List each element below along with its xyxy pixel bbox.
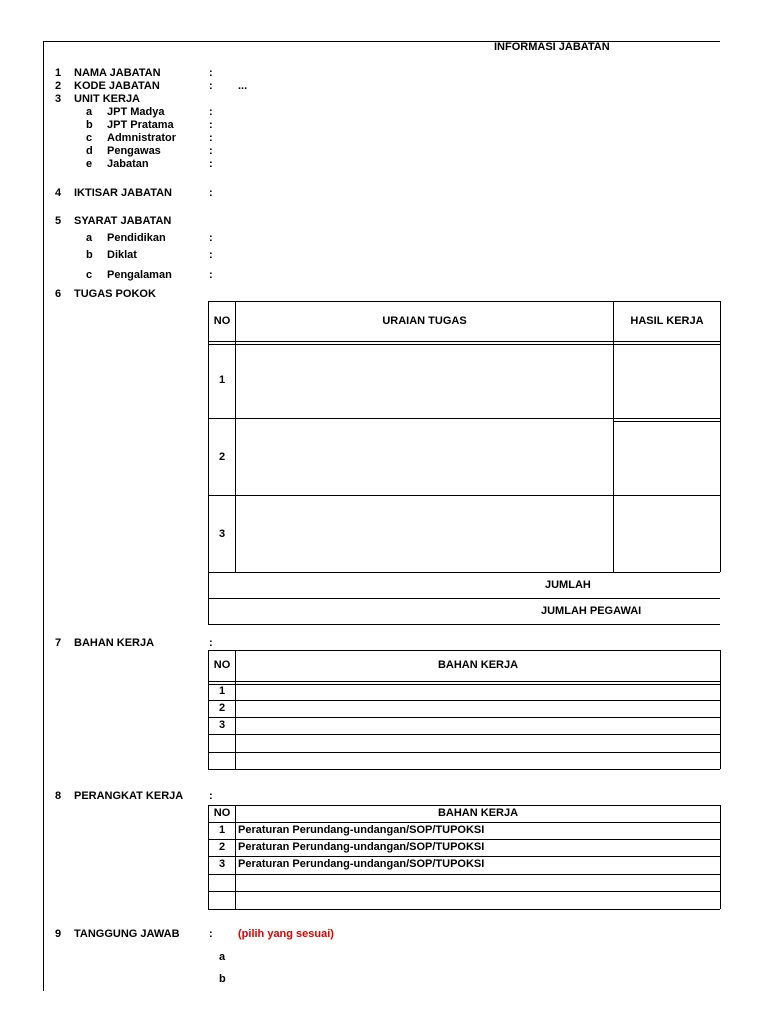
sub-letter: d xyxy=(86,145,93,157)
colon: : xyxy=(209,67,213,79)
table-border xyxy=(208,301,720,302)
field-label-kode-jabatan: KODE JABATAN xyxy=(74,80,160,92)
colon: : xyxy=(209,928,213,940)
field-label-bahan-kerja: BAHAN KERJA xyxy=(74,637,155,649)
sub-label-diklat: Diklat xyxy=(107,249,137,261)
sub-label-pendidikan: Pendidikan xyxy=(107,232,166,244)
table-border xyxy=(208,769,720,770)
field-label-tugas-pokok: TUGAS POKOK xyxy=(74,288,156,300)
jumlah-label: JUMLAH xyxy=(545,579,591,591)
table-border xyxy=(208,822,720,823)
field-label-nama-jabatan: NAMA JABATAN xyxy=(74,67,161,79)
table-border xyxy=(208,341,720,342)
table-border xyxy=(235,805,236,909)
field-num-8: 8 xyxy=(55,790,62,802)
table-border xyxy=(208,684,720,685)
table-row-no: 2 xyxy=(218,702,226,714)
table-row-no: 3 xyxy=(218,719,226,731)
table-border xyxy=(208,624,720,625)
table-row-no: 2 xyxy=(218,451,226,463)
colon: : xyxy=(209,232,213,244)
table-border xyxy=(720,805,721,909)
field-num-9: 9 xyxy=(55,928,62,940)
table-row-no: 3 xyxy=(218,858,226,870)
colon: : xyxy=(209,132,213,144)
col-header-no: NO xyxy=(213,315,231,327)
sub-label-administrator: Admnistrator xyxy=(107,132,177,144)
table-border xyxy=(208,418,720,419)
field-label-tanggung-jawab: TANGGUNG JAWAB xyxy=(74,928,180,940)
table-border xyxy=(208,891,720,892)
col-header-hasil-kerja: HASIL KERJA xyxy=(630,315,704,327)
table-row-text: Peraturan Perundang-undangan/SOP/TUPOKSI xyxy=(238,841,485,853)
sub-letter: c xyxy=(86,132,93,144)
colon: : xyxy=(209,187,213,199)
sub-letter: e xyxy=(86,158,93,170)
colon: : xyxy=(209,80,213,92)
table-row-text: Peraturan Perundang-undangan/SOP/TUPOKSI xyxy=(238,824,485,836)
table-row-no: 1 xyxy=(218,374,226,386)
table-row-no: 1 xyxy=(218,824,226,836)
table-border xyxy=(208,681,720,682)
field-num-7: 7 xyxy=(55,637,62,649)
table-border xyxy=(208,495,720,496)
sub-letter: b xyxy=(219,973,226,985)
table-border xyxy=(208,752,720,753)
colon: : xyxy=(209,145,213,157)
table-border xyxy=(208,598,720,599)
sub-letter: b xyxy=(86,119,93,131)
col-header-bahan-kerja: BAHAN KERJA xyxy=(437,807,519,819)
table-border xyxy=(720,650,721,769)
table-border xyxy=(613,301,614,572)
table-border xyxy=(208,572,720,573)
frame-top-border xyxy=(43,41,720,42)
sub-letter: c xyxy=(86,269,93,281)
field-num-6: 6 xyxy=(55,288,62,300)
colon: : xyxy=(209,119,213,131)
table-row-no: 3 xyxy=(218,528,226,540)
sub-label-pengalaman: Pengalaman xyxy=(107,269,172,281)
table-border xyxy=(208,700,720,701)
table-border xyxy=(720,301,721,572)
field-label-perangkat-kerja: PERANGKAT KERJA xyxy=(74,790,184,802)
table-row-no: 2 xyxy=(218,841,226,853)
sub-letter: a xyxy=(219,951,226,963)
colon: : xyxy=(209,249,213,261)
sub-label-jabatan: Jabatan xyxy=(107,158,149,170)
col-header-no: NO xyxy=(213,807,231,819)
table-border xyxy=(208,856,720,857)
field-label-iktisar: IKTISAR JABATAN xyxy=(74,187,172,199)
field-label-syarat: SYARAT JABATAN xyxy=(74,215,172,227)
colon: : xyxy=(209,158,213,170)
col-header-bahan-kerja: BAHAN KERJA xyxy=(437,659,519,671)
table-row-no: 1 xyxy=(218,685,226,697)
frame-left-border xyxy=(43,41,44,991)
colon: : xyxy=(209,637,213,649)
colon: : xyxy=(209,269,213,281)
table-border xyxy=(208,805,720,806)
sub-letter: a xyxy=(86,106,93,118)
note-pilih-yang-sesuai: (pilih yang sesuai) xyxy=(238,928,334,940)
table-border xyxy=(208,839,720,840)
sub-label-jpt-madya: JPT Madya xyxy=(107,106,165,118)
table-border xyxy=(208,650,720,651)
jumlah-pegawai-label: JUMLAH PEGAWAI xyxy=(541,605,642,617)
colon: : xyxy=(209,790,213,802)
field-num-1: 1 xyxy=(55,67,62,79)
field-num-5: 5 xyxy=(55,215,62,227)
table-row-text: Peraturan Perundang-undangan/SOP/TUPOKSI xyxy=(238,858,485,870)
table-border xyxy=(613,421,720,422)
table-border xyxy=(208,717,720,718)
table-border xyxy=(208,805,209,909)
col-header-uraian-tugas: URAIAN TUGAS xyxy=(382,315,467,327)
field-num-4: 4 xyxy=(55,187,62,199)
sub-letter: a xyxy=(86,232,93,244)
colon: : xyxy=(209,106,213,118)
page-title: INFORMASI JABATAN xyxy=(494,41,610,53)
table-border xyxy=(208,874,720,875)
table-border xyxy=(235,301,236,572)
field-num-3: 3 xyxy=(55,93,62,105)
table-border xyxy=(208,734,720,735)
field-label-unit-kerja: UNIT KERJA xyxy=(74,93,141,105)
col-header-no: NO xyxy=(213,659,231,671)
sub-letter: b xyxy=(86,249,93,261)
table-border xyxy=(208,344,720,345)
sub-label-pengawas: Pengawas xyxy=(107,145,161,157)
field-num-2: 2 xyxy=(55,80,62,92)
field-value-kode-jabatan: ... xyxy=(238,80,248,92)
table-border xyxy=(208,909,720,910)
sub-label-jpt-pratama: JPT Pratama xyxy=(107,119,174,131)
